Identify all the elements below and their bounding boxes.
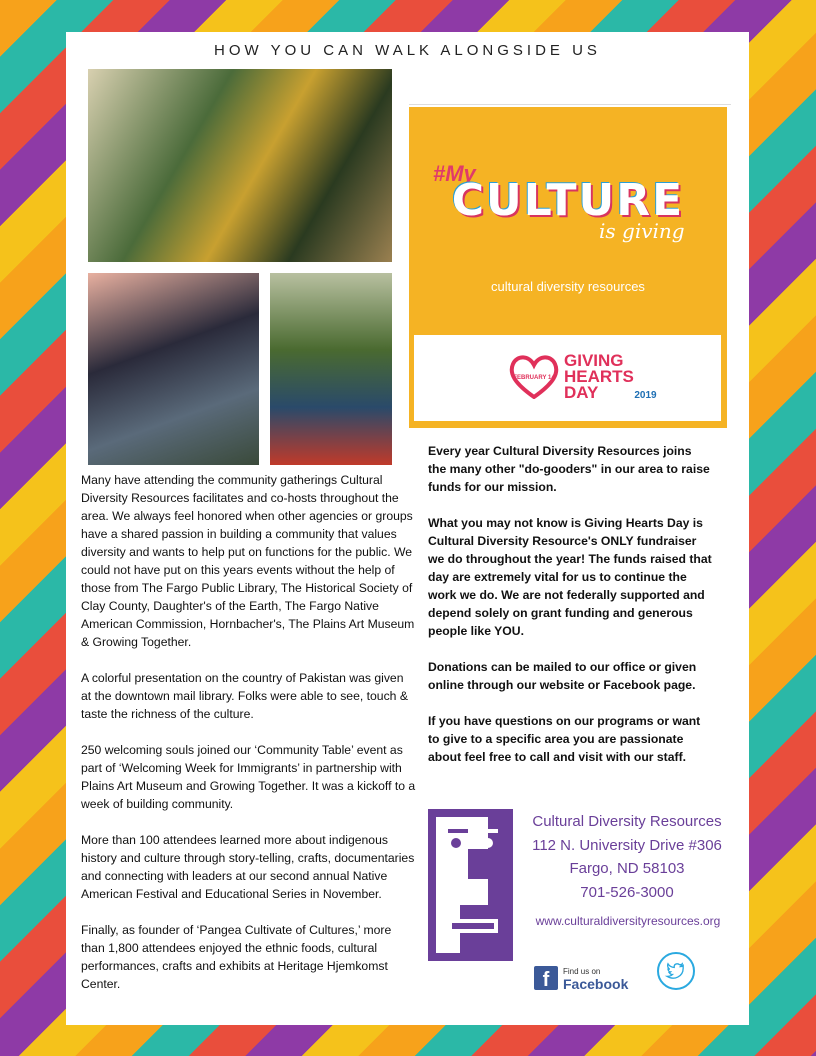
paragraph: Finally, as founder of ‘Pangea Cultivate of Cultures,’ more than 1,800 attendees enjoyed the ethnic foods, cultural performances, crafts and exhibits at Heritage Hjemkomst Center. [81,923,392,991]
right-column-text [428,442,712,784]
dancers-photo [88,69,392,262]
gh-year: 2019 [634,390,657,401]
divider [409,104,731,105]
gh-line: DAY 2019 [564,383,657,402]
phone: 701-526-3000 [580,883,674,901]
paragraph: What you may not know is Giving Hearts Day is Cultural Diversity Resource's ONLY fundraiser we do throughout the year! The funds raised that day are extremely vital for us to continue the work we do. We are not federally supported and depend solely on grant funding and generous people like YOU. [428,516,712,638]
contact-info [516,810,738,904]
gh-line: HEARTS [564,367,634,386]
address: 112 N. University Drive #306 [532,836,722,854]
heart-date: FEBRUARY 14 [513,375,555,381]
giving-hearts-graphic [409,107,727,428]
facebook-icon: f [534,966,558,990]
website-link[interactable]: www.culturaldiversityresources.org [535,914,721,928]
giving-hearts-day-box [414,335,721,421]
graphic-subtitle: cultural diversity resources [491,279,645,294]
paragraph: 250 welcoming souls joined our ‘Community Table’ event as part of ‘Welcoming Week for Immigrants’ in partnership with Plains Art Museum and Growing Together. It was a kickoff to a week of building community. [81,743,416,811]
page-title: HOW YOU CAN WALK ALONGSIDE US [214,42,601,59]
culture-text: CULTURE [451,175,685,226]
paragraph: Donations can be mailed to our office or given online through our website or Facebook page. [428,660,697,692]
page-card [66,32,749,1025]
facebook-small-text: Find us on [563,967,601,976]
giving-hearts-day-text [564,353,657,404]
gh-line: GIVING [564,351,624,370]
city: Fargo, ND 58103 [569,860,685,877]
paragraph: More than 100 attendees learned more about indigenous history and culture through story-telling, crafts, documentaries and connecting with leaders at our second annual Native American Festival and Educational Series in November. [81,833,415,901]
paragraph: A colorful presentation on the country of Pakistan was given at the downtown mail library. Folks were able to see, touch & taste the richness of the culture. [81,671,408,721]
facebook-button[interactable] [534,966,628,992]
org-name: Cultural Diversity Resources [532,813,722,830]
left-column-text [81,471,417,1011]
paragraph: If you have questions on our programs or want to give to a specific area you are passionate about feel free to call and visit with our staff. [428,714,701,764]
paragraph: Every year Cultural Diversity Resources joins the many other "do-gooders" in our area to raise funds for our mission. [428,444,710,494]
heart-icon [509,353,559,399]
twitter-icon[interactable] [657,952,695,990]
facebook-big-text: Facebook [563,976,629,992]
giving-text: is giving [599,219,685,243]
cdr-logo-icon [428,809,513,961]
paragraph: Many have attending the community gatherings Cultural Diversity Resources facilitates and co-hosts throughout the area. We always feel honored when other agencies or groups have a shared passion in building a community that values diversity and wants to help put on functions for the public. We could not have put on this years events without the help of those from The Fargo Public Library, The Historical Society of Clay County, Daughter's of the Earth, The Fargo Native American Commission, Hornbacher's, The Plains Art Museum & Growing Together. [81,473,415,649]
musician-photo [88,273,259,465]
child-garden-photo [270,273,392,465]
hashtag-text: #My [433,161,476,186]
